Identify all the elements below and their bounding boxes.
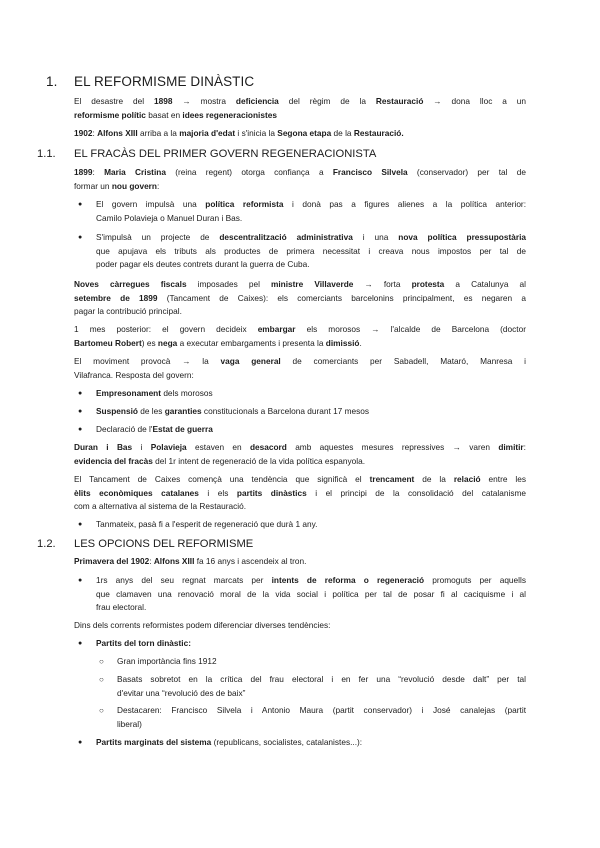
list-item: El govern impulsà una política reformista i donà pas a figures alienes a la política anterior: Camilo Polavieja o Manuel Duran i Bas. <box>96 199 526 223</box>
bullet-icon: ● <box>78 640 83 647</box>
bullet-icon: ● <box>78 408 83 415</box>
bullet-icon: ● <box>78 201 83 208</box>
paragraph-1899: 1899: Maria Cristina (reina regent) otorga confiança a Francisco Silvela (conservador) per tal de formar un nou govern: <box>74 167 526 191</box>
paragraph-1902: 1902: Alfons XIII arriba a la majoria d'edat i s'inicia la Segona etapa de la Restauració. <box>74 128 404 138</box>
list-item: Partits del torn dinàstic: <box>96 638 191 648</box>
section-heading-1-1: 1.1. EL FRACÀS DEL PRIMER GOVERN REGENERACIONISTA <box>37 148 377 160</box>
paragraph-intro: El desastre del 1898 → mostra deficiencia del règim de la Restauració → dona lloc a un reformisme polític basat en idees regeneracionistes <box>74 96 527 120</box>
bullet-icon: ● <box>78 521 83 528</box>
list-item: S'impulsà un projecte de descentralització administrativa i una nova política pressupostària que apujava els tributs als productes de primera necessitat i creava nous impostos per tal de poder pagar els deutes contrets durant la guerra de Cuba. <box>96 232 526 270</box>
bullet-icon: ● <box>78 577 83 584</box>
paragraph-vaga: El moviment provocà → la vaga general de comerciants per Sabadell, Mataró, Manresa i Vilafranca. Resposta del govern: <box>74 356 527 380</box>
paragraph-tendencies: Dins dels corrents reformistes podem diferenciar diverses tendències: <box>74 620 331 630</box>
list-item: Partits marginats del sistema (republicans, socialistes, catalanistes...): <box>96 737 363 747</box>
circle-bullet-icon: ○ <box>99 657 104 666</box>
list-item: Declaració de l'Estat de guerra <box>96 424 213 434</box>
sub-list-item: Destacaren: Francisco Silvela i Antonio Maura (partit conservador) i José canalejas (partit liberal) <box>117 705 526 729</box>
section-heading-1 <box>46 74 254 89</box>
circle-bullet-icon: ○ <box>99 675 104 684</box>
section-title: EL REFORMISME DINÀSTIC <box>74 74 255 89</box>
bullet-icon: ● <box>78 426 83 433</box>
list-item: 1rs anys del seu regnat marcats per intents de reforma o regeneració promoguts per aquells que clamaven una renovació moral de la vida social i política per tal de posar fi al caciquisme i al frau electoral. <box>96 575 526 613</box>
paragraph-tancament: El Tancament de Caixes començà una tendència que significà el trencament de la relació entre les èlits econòmiques catalanes i els partits dinàstics i el principi de la consolidació del catalanisme com a alternativa al sistema de la Restauració. <box>74 474 527 512</box>
section-heading-1-2: 1.2. LES OPCIONS DEL REFORMISME <box>37 538 254 550</box>
paragraph-dimissio: Duran i Bas i Polavieja estaven en desacord amb aquestes mesures repressives → varen dimitir: evidencia del fracàs del 1r intent de regeneració de la vida política espanyola. <box>74 442 526 466</box>
section-number: 1. <box>46 74 58 89</box>
paragraph-embargo: 1 mes posterior: el govern decideix embargar els morosos → l'alcalde de Barcelona (doctor Bartomeu Robert) es nega a executar embargaments i presenta la dimissió. <box>74 324 526 348</box>
circle-bullet-icon: ○ <box>99 706 104 715</box>
sub-list-item: Gran importància fins 1912 <box>117 656 217 666</box>
bullet-icon: ● <box>78 234 83 241</box>
list-item: Empresonament dels morosos <box>96 388 213 398</box>
paragraph-primavera: Primavera del 1902: Alfons XIII fa 16 anys i ascendeix al tron. <box>74 556 307 566</box>
bullet-icon: ● <box>78 390 83 397</box>
paragraph-fiscal: Noves càrregues fiscals imposades pel ministre Villaverde → forta protesta a Catalunya al setembre de 1899 (Tancament de Caixes): els comerciants barcelonins principalment, es negaren a pagar la contribució principal. <box>74 279 527 317</box>
sub-list-item: Basats sobretot en la crítica del frau electoral i en fer una “revolució desde dalt” per tal d'evitar una “revolució des de baix” <box>117 674 526 698</box>
list-item: Suspensió de les garanties constitucionals a Barcelona durant 17 mesos <box>96 406 370 416</box>
list-item: Tanmateix, pasà fi a l'esperit de regeneració que durà 1 any. <box>96 519 318 529</box>
bullet-icon: ● <box>78 739 83 746</box>
